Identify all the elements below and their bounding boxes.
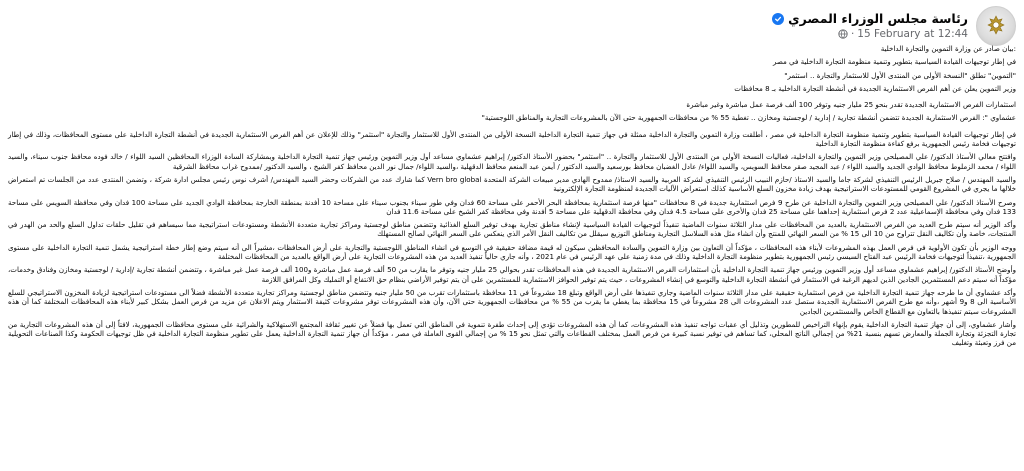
post-paragraph: وأوضح الأستاذ الدكتور/ إبراهيم عشماوي مساعد أول وزير التموين ورئيس جهاز تنمية التجارة الداخلية بأن استثمارات الفرص الاستثمارية الجديدة في هذه المحافظات تقدر بحوالي 25 مليار جنيه وتوفر ما يقارب من 50 ألف فرصة عمل مباشرة و100 ألف فرصة عمل غير مباشرة ، وتتضمن أنشطة تجارية /إدارية / لوجستية ومخازن وفنادق وخدمات، مؤكداً أنه سيتم دعم المستثمرين الجادين الذين لديهم الرغبة في الاستثمار في أنشطة التجارة الداخلية والتوسع في إنشاء المشروعات ، حيث يتم توفير الحوافز الاستثمارية للمستثمرين على أن يتم توفير الأراضي بنظام حق الانتفاع أو التمليك وكل المرافق اللازمة (8, 265, 1016, 284)
post-paragraph: وأكد عشماوي أن ما طرحه جهاز تنمية التجارة الداخلية من فرص استثمارية حقيقية على مدار الثلاثة سنوات الماضية وجاري تنفيذها على أرض الواقع وتبلغ 18 مشروعاً في 11 محافظة باستثمارات تقرب من 50 مليار جنيه وتتضمن مناطق لوجستية ومراكز تجارية متعددة الأنشطة فضلاً الى مستودعات استراتيجية لزيادة المخزون الاستراتيجي للسلع الأساسية الى 8 و9 أشهر ،وأنه مع طرح الفرص الاستثمارية الجديدة ستصل عدد المشروعات الى 28 مشروعاً في 15 محافظة بما يغطي ما يقرب من 55 % من محافظات الجمهورية حتى الآن، وأن هذه المشروعات توفر مشروعات كثيفة الاستثمار ويتم الاعلان عن مزيد من فرص العمل بشكل كبير لأبناء هذه المحافظات المختلفة كما أن هذه المشروعات سيتم تنفيذها بالتعاون مع القطاع الخاص والمستثمرين الجادين (8, 287, 1016, 316)
post-paragraph: في إطار توجيهات القيادة السياسية بتطوير وتنمية منظومة التجارة الداخلية في مصر (772, 57, 1016, 67)
globe-icon[interactable] (838, 29, 848, 39)
post-paragraph: في إطار توجيهات القيادة السياسية بتطوير وتنمية منظومة التجارة الداخلية في مصر ، أطلقت وزارة التموين والتجارة الداخلية ممثلة في جهاز تنمية التجارة الداخلية النسخة الأولى من المنتدى الأول للاستثمار والتجارة "استثمر" وذلك للإعلان عن أهم الفرص الاستثمارية الجديدة في أنشطة التجارة الداخلية على مستوى المحافظات، وذلك في إطار توجيهات فخامة رئيس الجمهورية برفع كفاءة منظومة التجارة الداخلية (8, 129, 1016, 149)
post-timestamp[interactable]: 15 February at 12:44 (857, 28, 968, 40)
verified-badge-icon (772, 13, 784, 25)
post-paragraph: عشماوي ": الفرص الاستثمارية الجديدة تتضمن أنشطة تجارية / إدارية / لوجستية ومخازن .. تغطية 55 % من محافظات الجمهورية حتى الآن بالمشروعات التجارية والمناطق اللوجستية" (481, 113, 1016, 123)
post-meta (772, 11, 968, 41)
post-paragraph: وأكد الوزير أنه سيتم طرح العديد من الفرص الاستثمارية بالعديد من المحافظات على مدار الثلاثة سنوات الماضية تنفيذاً لتوجيهات القيادة السياسية لإنشاء مناطق تجارية بهدف توفير السلع الغذائية وتتضمن مناطق لوجستية ومراكز تجارية متعددة الأنشطة ومستودعات استراتيجية مما سيساهم في تقليل حلقات تداول السلع والحد من الهدر في المنتجات، خاصة وأن تكاليف النقل تتراوح من 10 الى 15 % من السعر النهائي للمنتج وأن انشاء مثل هذه السلاسل التجارية ومناطق التوزيع سيقلل من تكاليف النقل الأمر الذي ينعكس على السعر النهائي لصالح المستهلك (8, 220, 1016, 239)
separator-dot: · (850, 28, 855, 40)
post-paragraph: والسيد المهندس / صلاح جبريل الرئيس التنفيذي لشركة جاما والسيد الاستاذ /حازم النبيب الرئيس التنفيذي لشركة العربية والسيد الاستاذ/ ممدوح الهادي مدير مبيعات الشركة المتحدة Vern bro global كما شارك عدد من الشركات وحضر السيد المهندس/ أشرف نوس رئيس مجلس ادارة شركة ، وتضمن المنتدى عدد من الجلسات تم استعراض خلالها ما يجري في المشروع القومي للمستودعات الاستراتيجية بهدف زيادة مخزون السلع الأساسية كذلك استعراض الآليات الجديدة لمنظومة التجارة الإلكترونية (8, 174, 1016, 194)
post-time-row (772, 27, 968, 41)
post-paragraph: وزير التموين يعلن عن أهم الفرص الاستثمارية الجديدة في أنشطة التجارة الداخلية بـ 8 محافظات (734, 83, 1016, 93)
page-name[interactable]: رئاسة مجلس الوزراء المصري (788, 11, 968, 26)
post-header (772, 6, 1016, 46)
post-paragraph: "التموين" تطلق "النسخة الأولى من المنتدى الأول للاستثمار والتجارة .. استثمر" (784, 70, 1016, 80)
post-paragraph: ووجه الوزير بأن تكون الأولوية في فرص العمل بهذه المشروعات لأبناء هذه المحافظات ، مؤكداً أن التعاون بين وزارة التموين والسادة المحافظين سيكون له قيمة مضافة حقيقية في التوسع في انشاء المناطق اللوجستية والتجارية على أرض المحافظات ،مشيراً الى أنه سيتم وضع إطار خطة استراتيجية يشمل تنمية التجارة الداخلية على مستوى الجمهورية ،تنفيذاً لتوجيهات فخامة الرئيس عبد الفتاح السيسي رئيس الجمهورية بتطوير منظومة التجارة الداخلية وذلك في مدة زمنية على عهد الرئيس في عام 2021 ، وأنه جاري حالياً تنفيذ العديد من هذه المشروعات التجارية على أرض الواقع بالعديد من المحافظات المختلفة (8, 242, 1016, 262)
avatar[interactable] (976, 6, 1016, 46)
post-paragraph: وأشار عشماوي، إلى أن جهاز تنمية التجارة الداخلية يقوم بإنهاء التراخيص للمطورين وتذليل أي عقبات تواجه تنفيذ هذه المشروعات، كما أن هذه المشروعات تؤدي إلى إحداث طفرة تنموية في المناطق التي تعمل بها فضلاً عن تغيير ثقافة المجتمع الاستهلاكية والشرائية على مستوى محافظات الجمهورية، لافتاً إلى أن هذه المشروعات التجارية من تجارة التجزئة وتجارة الجملة والمعارض تسهم بنسبة 21% من إجمالي الناتج المحلي، كما تساهم في توفير نسبة كبيرة من فرص العمل بمختلف القطاعات والتي تمثل نحو 15 % من إجمالي القوى العاملة في مصر ، مؤكداً أن جهاز تنمية التجارة الداخلية يعمل على تطوير منظومة التجارة الداخلية في ظل توجيهات الحكومة وكذا الصناعات التحويلية من فرز وتعبئة وتغليف (8, 319, 1017, 348)
post-body (8, 44, 1016, 352)
post-paragraph: وافتتح معالي الأستاذ الدكتور/ علي المصيلحي وزير التموين والتجارة الداخلية، فعاليات النسخة الأولى من المنتدى الأول للاستثمار والتجارة .. "استثمر" بحضور الأستاذ الدكتور/ إبراهيم عشماوي مساعد أول وزير التموين ورئيس جهاز تنمية التجارة الداخلية وبمشاركة السادة الوزراء المحافظين السيد اللواء / خالد فوده محافظ جنوب سيناء، والسيد اللواء / محمد الزملوط محافظ الوادي الجديد والسيد اللواء / عبد المجيد صقر محافظ السويس، والسيد اللواء/ عادل الغضبان محافظ بورسعيد والسيد الدكتور / أيمن عبد المنعم محافظ الدقهلية ،والسيد اللواء/ جمال نور الدين محافظ كفر الشيخ ، والسيد الدكتور /ممدوح غراب محافظ الشرقية (8, 152, 1016, 171)
page-name-row (772, 11, 968, 27)
post-paragraph: :بيان صادر عن وزارة التموين والتجارة الداخلية (880, 44, 1016, 53)
post-paragraph: استثمارات الفرص الاستثمارية الجديدة تقدر بنحو 25 مليار جنيه وتوفر 100 ألف فرصة عمل مباشرة وغير مباشرة (686, 100, 1016, 110)
post-paragraph: وصرح الأستاذ الدكتور/ علي المصيلحي وزير التموين والتجارة الداخلية عن طرح 9 فرص استثمارية جديدة في 8 محافظات "منها فرصة استثمارية بمحافظة البحر الأحمر على مساحة 60 فدان وفي طور سيناء بجنوب سيناء على مساحة 10 أفدنة بمنطقة الخارجة بمحافظة الوادي الجديد على مساحة 100 فدان وفي محافظة السويس على مساحة 133 فدان وفي محافظة الإسماعيلية عدد 2 فرص استثمارية إحداهما على مساحة 25 فدان والأخرى على مساحة 4.5 فدان وفي محافظة الدقهلية على مساحة 5 أفدنة وفي محافظة كفر الشيخ على مساحة 11.6 فدان (8, 197, 1016, 216)
government-emblem-icon (983, 13, 1009, 39)
